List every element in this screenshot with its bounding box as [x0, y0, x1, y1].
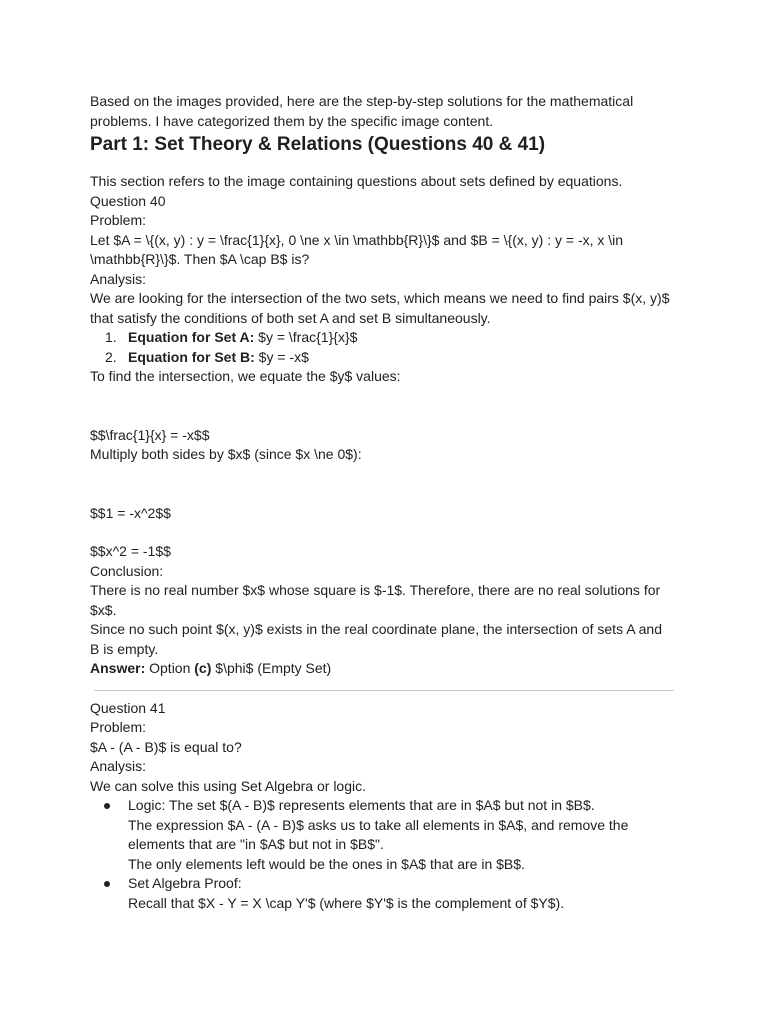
q41-analysis-text: We can solve this using Set Algebra or logic.: [90, 777, 367, 794]
list-item: [90, 348, 675, 368]
q40-math-2: $$1 = -x^2$$: [90, 504, 171, 521]
q40-problem-text: Let $A = \{(x, y) : y = \frac{1}{x}, 0 \ne x \in \mathbb{R}\}$ and $B = \{(x, y) : y = -x, x \in \mathbb{R}\}$. Then $A \cap B$ is?: [90, 231, 624, 267]
q41-title: Question 41: [90, 699, 166, 716]
q40-equation-list: [90, 328, 675, 367]
eq1-value: $y = \frac{1}{x}$: [254, 329, 358, 345]
bullet1-line2: The expression $A - (A - B)$ asks us to take all elements in $A$, and remove the elements that are "in $A$ but not in $B$".: [128, 816, 629, 852]
bullet1-line3: The only elements left would be the ones in $A$ that are in $B$.: [128, 855, 525, 872]
q40-conclusion-label: Conclusion:: [90, 562, 164, 579]
q40-title: Question 40: [90, 192, 166, 209]
section-divider: [94, 690, 674, 691]
bullet1-line1: Logic: The set $(A - B)$ represents elements that are in $A$ but not in $B$.: [128, 797, 595, 813]
bullet-icon: [104, 881, 110, 887]
bullet2-line2: Recall that $X - Y = X \cap Y'$ (where $Y'$ is the complement of $Y$).: [128, 894, 565, 911]
list-number: 2.: [105, 348, 117, 365]
q40-math-1: $$\frac{1}{x} = -x$$: [90, 426, 210, 443]
bullet2-line1: Set Algebra Proof:: [128, 875, 242, 891]
answer-pre: Option: [145, 660, 195, 676]
q41-analysis-label: Analysis:: [90, 758, 147, 774]
q41-problem-label: Problem:: [90, 719, 147, 735]
q40-answer: [90, 659, 675, 679]
eq2-value: $y = -x$: [254, 348, 309, 365]
q40-analysis-label: Analysis:: [90, 270, 147, 287]
answer-post: $\phi$ (Empty Set): [211, 660, 332, 676]
q41-problem-text: $A - (A - B)$ is equal to?: [90, 738, 242, 755]
list-item: [90, 328, 675, 348]
eq2-label: Equation for Set B:: [128, 348, 255, 365]
q41-bullet-list: [90, 796, 675, 913]
q40-problem-label: Problem:: [90, 212, 147, 228]
list-item: [90, 874, 675, 913]
answer-option: (c): [194, 660, 212, 676]
q40-math-3: $$x^2 = -1$$: [90, 543, 171, 559]
q40-conclusion-text-1: There is no real number $x$ whose square is $-1$. Therefore, there are no real solutions for $x$.: [90, 582, 661, 618]
q40-analysis-text: We are looking for the intersection of the two sets, which means we need to find pairs $(x, y)$ that satisfy the conditions of both set A and set B simultaneously.: [90, 290, 670, 326]
eq1-label: Equation for Set A:: [128, 329, 255, 345]
list-number: 1.: [105, 329, 117, 345]
q40-equate-text: To find the intersection, we equate the $y$ values:: [90, 368, 401, 384]
document-page: [90, 92, 675, 913]
q40-multiply-text: Multiply both sides by $x$ (since $x \ne 0$):: [90, 446, 362, 462]
list-item: [90, 796, 675, 874]
intro-paragraph: Based on the images provided, here are the step-by-step solutions for the mathematical problems. I have categorized them by the specific image content.: [90, 93, 634, 129]
part1-heading: Part 1: Set Theory & Relations (Questions 40 & 41): [90, 134, 546, 155]
q40-conclusion-text-2: Since no such point $(x, y)$ exists in the real coordinate plane, the intersection of sets A and B is empty.: [90, 621, 663, 657]
bullet-icon: [104, 803, 110, 809]
answer-label: Answer:: [90, 660, 146, 676]
section-intro: This section refers to the image containing questions about sets defined by equations.: [90, 173, 623, 189]
